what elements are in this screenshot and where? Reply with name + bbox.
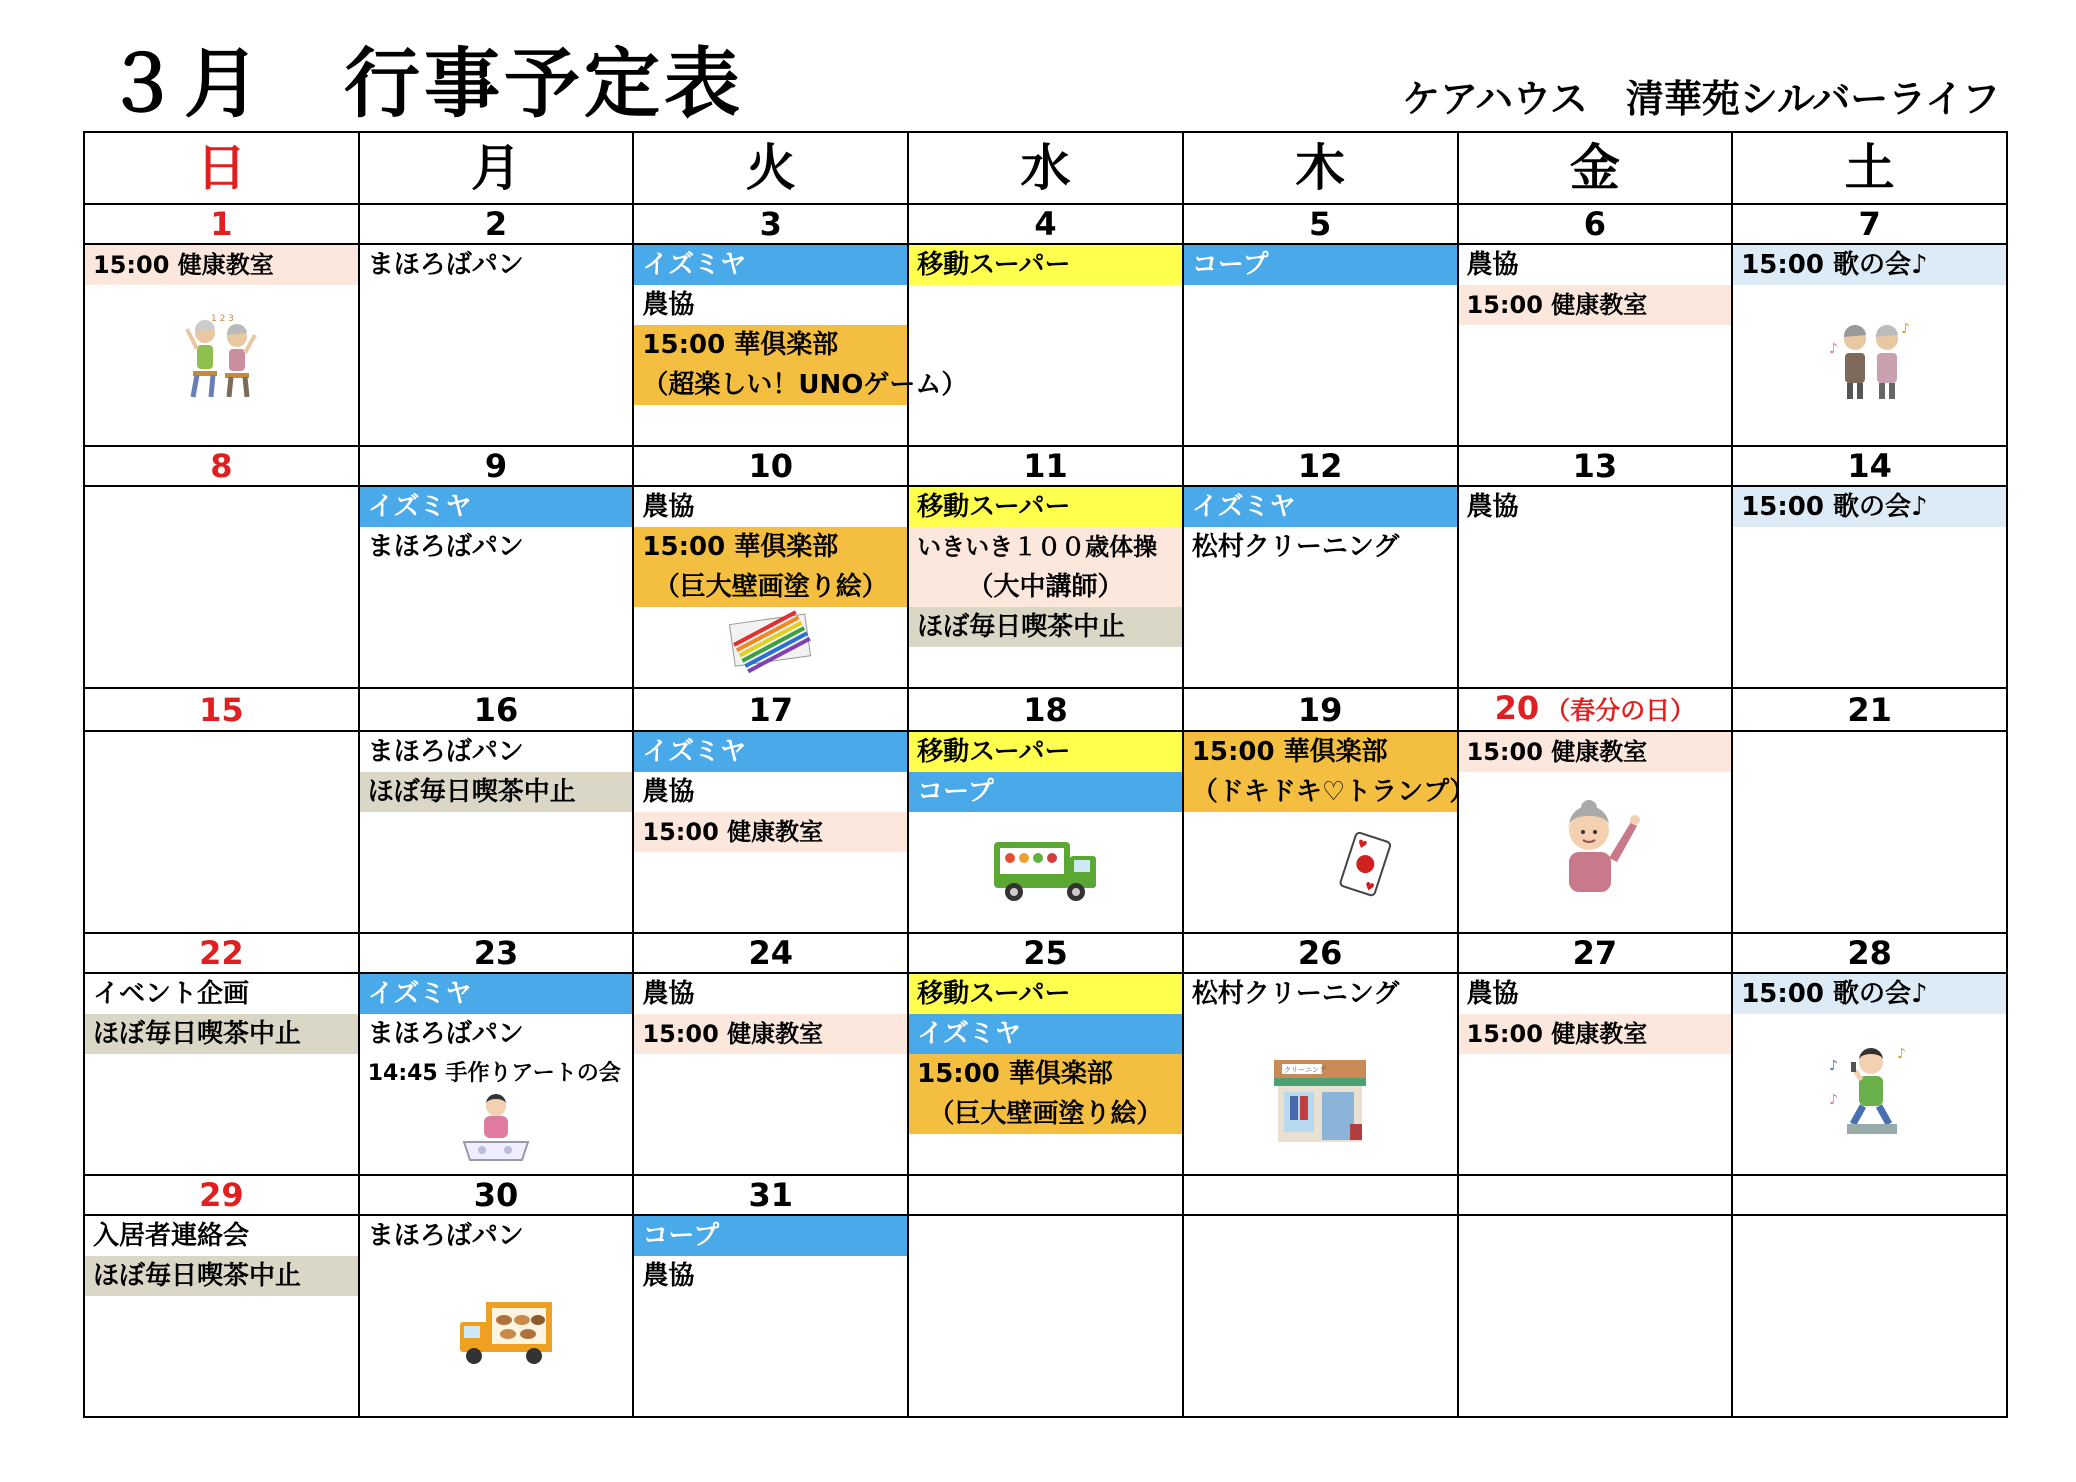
date-number: 19 (1297, 690, 1343, 729)
event-item: いきいき１００歳体操 (909, 527, 1182, 567)
event-item: 15:00 歌の会♪ (1733, 245, 2006, 285)
date-cell (1183, 688, 1458, 731)
event-item: イズミヤ (360, 487, 633, 527)
grocery-truck-icon (990, 828, 1100, 912)
weekday-header-row (84, 132, 2007, 204)
holiday-label: （春分の日） (1545, 696, 1696, 725)
event-item: （巨大壁画塗り絵） (634, 567, 907, 607)
date-number: 4 (1034, 205, 1057, 243)
event-item: 15:00 華倶楽部 (909, 1054, 1182, 1094)
date-cell (84, 446, 359, 486)
date-cell (908, 688, 1183, 731)
event-item: 14:45 手作りアートの会 (367, 1061, 621, 1086)
svg-text:♪: ♪ (1900, 321, 1910, 337)
date-number: 12 (1297, 447, 1343, 485)
date-number: 30 (473, 1176, 519, 1214)
date-cell (1183, 933, 1458, 973)
date-number: 9 (484, 447, 508, 485)
date-cell (1732, 1175, 2007, 1215)
cleaning-shop-icon (1270, 1056, 1370, 1150)
day-cell (633, 486, 908, 688)
event-item: 移動スーパー (909, 245, 1182, 285)
bread-truck-icon (456, 1292, 556, 1376)
event-item: イズミヤ (634, 245, 907, 285)
event-item: コープ (909, 772, 1182, 812)
event-item: 移動スーパー (909, 487, 1182, 527)
date-cell (1732, 688, 2007, 731)
day-cell (908, 973, 1183, 1175)
event-item: 農協 (642, 290, 695, 320)
event-item: 農協 (1466, 250, 1519, 280)
day-cell (1458, 1215, 1733, 1417)
event-item: 15:00 歌の会♪ (1733, 974, 2006, 1014)
date-cell (908, 446, 1183, 486)
date-number: 16 (473, 690, 519, 729)
date-number: 21 (1847, 690, 1892, 729)
date-cell (1458, 933, 1733, 973)
event-item: イズミヤ (909, 1014, 1182, 1054)
day-cell (908, 731, 1183, 933)
date-cell (633, 688, 908, 731)
svg-text:♪: ♪ (1828, 1092, 1838, 1108)
event-item: コープ (634, 1216, 907, 1256)
date-number: 26 (1297, 934, 1343, 972)
colored-pencils-icon (726, 605, 816, 679)
svg-text:♥: ♥ (1362, 879, 1377, 895)
weekday-2: 火 (633, 132, 908, 204)
date-cell (359, 1175, 634, 1215)
date-number: 15 (199, 690, 244, 729)
day-cell (84, 486, 359, 688)
date-number-row (84, 1175, 2007, 1215)
event-item: 15:00 健康教室 (634, 812, 907, 852)
svg-text:♥: ♥ (1355, 836, 1369, 853)
date-cell (633, 1175, 908, 1215)
date-number: 27 (1572, 934, 1618, 972)
date-number: 1 (210, 205, 233, 243)
events-row (84, 1215, 2007, 1417)
day-cell (908, 244, 1183, 446)
calendar-grid (83, 131, 2008, 1418)
day-cell (84, 973, 359, 1175)
day-cell (359, 1215, 634, 1417)
svg-text:♪: ♪ (1828, 1058, 1838, 1074)
event-item: 15:00 健康教室 (1459, 1014, 1732, 1054)
events-row (84, 244, 2007, 446)
date-cell (84, 933, 359, 973)
date-cell (1458, 1175, 1733, 1215)
day-cell (633, 1215, 908, 1417)
page-title: ３月 行事予定表 (104, 39, 744, 128)
event-item: 松村クリーニング (1191, 532, 1400, 562)
date-number: 5 (1309, 205, 1332, 243)
event-item: ほぼ毎日喫茶中止 (909, 607, 1182, 647)
day-cell (359, 731, 634, 933)
event-item: ほぼ毎日喫茶中止 (85, 1014, 358, 1054)
event-item: ほぼ毎日喫茶中止 (360, 772, 633, 812)
date-number: 28 (1847, 934, 1892, 972)
event-item: 松村クリーニング (1191, 979, 1400, 1009)
organization-name: ケアハウス 清華苑シルバーライフ (1402, 77, 2000, 121)
day-cell (84, 731, 359, 933)
date-cell (1183, 1175, 1458, 1215)
svg-text:クリーニング: クリーニング (1284, 1066, 1327, 1074)
day-cell (1732, 731, 2007, 933)
svg-text:1 2 3: 1 2 3 (211, 314, 235, 324)
date-cell (908, 204, 1183, 244)
date-cell (359, 446, 634, 486)
date-cell (908, 1175, 1183, 1215)
date-number: 3 (759, 205, 782, 243)
event-item: まほろばパン (367, 250, 524, 280)
events-row (84, 486, 2007, 688)
date-cell (1458, 204, 1733, 244)
day-cell (1732, 486, 2007, 688)
date-number: 8 (210, 447, 233, 485)
day-cell (1458, 973, 1733, 1175)
day-cell (1732, 1215, 2007, 1417)
event-item: 15:00 華倶楽部 (634, 527, 907, 567)
date-cell (1732, 204, 2007, 244)
date-cell (359, 204, 634, 244)
day-cell (84, 244, 359, 446)
svg-text:♪: ♪ (1828, 341, 1838, 357)
event-item: 農協 (642, 979, 695, 1009)
event-item: イベント企画 (93, 979, 250, 1009)
event-item: 農協 (642, 1261, 695, 1291)
day-cell (633, 244, 968, 446)
weekday-6: 土 (1732, 132, 2007, 204)
weekday-4: 木 (1183, 132, 1458, 204)
event-item: （巨大壁画塗り絵） (909, 1094, 1182, 1134)
date-cell (908, 933, 1183, 973)
date-number: 2 (484, 205, 508, 243)
event-item: ほぼ毎日喫茶中止 (85, 1256, 358, 1296)
date-cell (359, 933, 634, 973)
date-number: 17 (748, 690, 794, 729)
event-item: 15:00 健康教室 (1459, 732, 1732, 772)
date-number-row (84, 933, 2007, 973)
event-item: まほろばパン (367, 1019, 524, 1049)
date-number: 6 (1583, 205, 1606, 243)
date-number: 10 (748, 447, 794, 485)
weekday-3: 水 (908, 132, 1183, 204)
event-item: 15:00 健康教室 (85, 245, 358, 285)
seniors-singing-icon (1825, 313, 1915, 407)
day-cell (1183, 1215, 1458, 1417)
event-item: 農協 (1466, 492, 1519, 522)
date-number: 31 (748, 1176, 794, 1214)
event-item: コープ (1184, 245, 1457, 285)
day-cell (1458, 486, 1733, 688)
events-row (84, 973, 2007, 1175)
date-cell (1183, 204, 1458, 244)
date-number: 22 (199, 934, 244, 972)
event-item: 農協 (642, 492, 695, 522)
day-cell (1183, 973, 1458, 1175)
event-item: （ドキドキ♡トランプ） (1184, 772, 1457, 812)
event-item: まほろばパン (367, 532, 524, 562)
date-number: 20 (1494, 689, 1540, 727)
day-cell (908, 1215, 1183, 1417)
svg-text:♪: ♪ (1896, 1046, 1906, 1062)
date-number: 11 (1023, 447, 1068, 485)
date-number: 13 (1572, 447, 1618, 485)
weekday-0: 日 (84, 132, 359, 204)
date-cell (1458, 446, 1733, 486)
event-item: イズミヤ (360, 974, 633, 1014)
day-cell (359, 486, 634, 688)
event-item: 15:00 華倶楽部 (634, 325, 907, 365)
date-cell (84, 1175, 359, 1215)
date-cell (1183, 446, 1458, 486)
day-cell (84, 1215, 359, 1417)
day-cell (908, 486, 1183, 688)
day-cell (1732, 244, 2007, 446)
date-cell (84, 688, 359, 731)
date-number: 7 (1858, 205, 1881, 243)
weekday-1: 月 (359, 132, 634, 204)
date-number: 24 (748, 934, 794, 972)
date-cell (1458, 688, 1733, 731)
date-number: 14 (1847, 447, 1892, 485)
date-cell (633, 204, 908, 244)
events-row (84, 731, 2007, 933)
date-number-row (84, 688, 2007, 731)
event-item: イズミヤ (1184, 487, 1457, 527)
crafting-person-icon (456, 1086, 536, 1170)
event-item: （大中講師） (909, 567, 1182, 607)
date-cell (359, 688, 634, 731)
date-number: 29 (199, 1176, 244, 1214)
day-cell (1183, 244, 1458, 446)
day-cell (359, 973, 634, 1175)
date-cell (633, 446, 908, 486)
event-item: 15:00 歌の会♪ (1733, 487, 2006, 527)
senior-stretching-icon (1545, 792, 1645, 906)
date-number-row (84, 446, 2007, 486)
event-item: 入居者連絡会 (93, 1221, 250, 1251)
event-item: 農協 (642, 777, 695, 807)
day-cell (633, 973, 908, 1175)
day-cell (633, 731, 908, 933)
event-item: イズミヤ (634, 732, 907, 772)
event-item: 15:00 健康教室 (634, 1014, 907, 1054)
date-number: 18 (1023, 690, 1068, 729)
date-cell (633, 933, 908, 973)
event-item: 15:00 健康教室 (1459, 285, 1732, 325)
event-item: まほろばパン (367, 1221, 524, 1251)
date-cell (1732, 933, 2007, 973)
event-item: まほろばパン (367, 737, 524, 767)
day-cell (1732, 973, 2007, 1175)
day-cell (1183, 731, 1476, 933)
weekday-5: 金 (1458, 132, 1733, 204)
event-item: 15:00 華倶楽部 (1184, 732, 1457, 772)
playing-card-icon (1335, 830, 1395, 904)
seniors-exercise-icon (181, 311, 261, 405)
date-number: 25 (1023, 934, 1068, 972)
event-item: 移動スーパー (909, 974, 1182, 1014)
event-item: 移動スーパー (909, 732, 1182, 772)
date-cell (1732, 446, 2007, 486)
day-cell (1458, 731, 1733, 933)
date-number: 23 (473, 934, 519, 972)
date-cell (84, 204, 359, 244)
karaoke-singer-icon (1825, 1040, 1915, 1144)
event-item: 農協 (1466, 979, 1519, 1009)
day-cell (1458, 244, 1733, 446)
date-number-row (84, 204, 2007, 244)
day-cell (1183, 486, 1458, 688)
event-item: （超楽しい！UNOゲーム） (634, 365, 907, 405)
day-cell (359, 244, 634, 446)
